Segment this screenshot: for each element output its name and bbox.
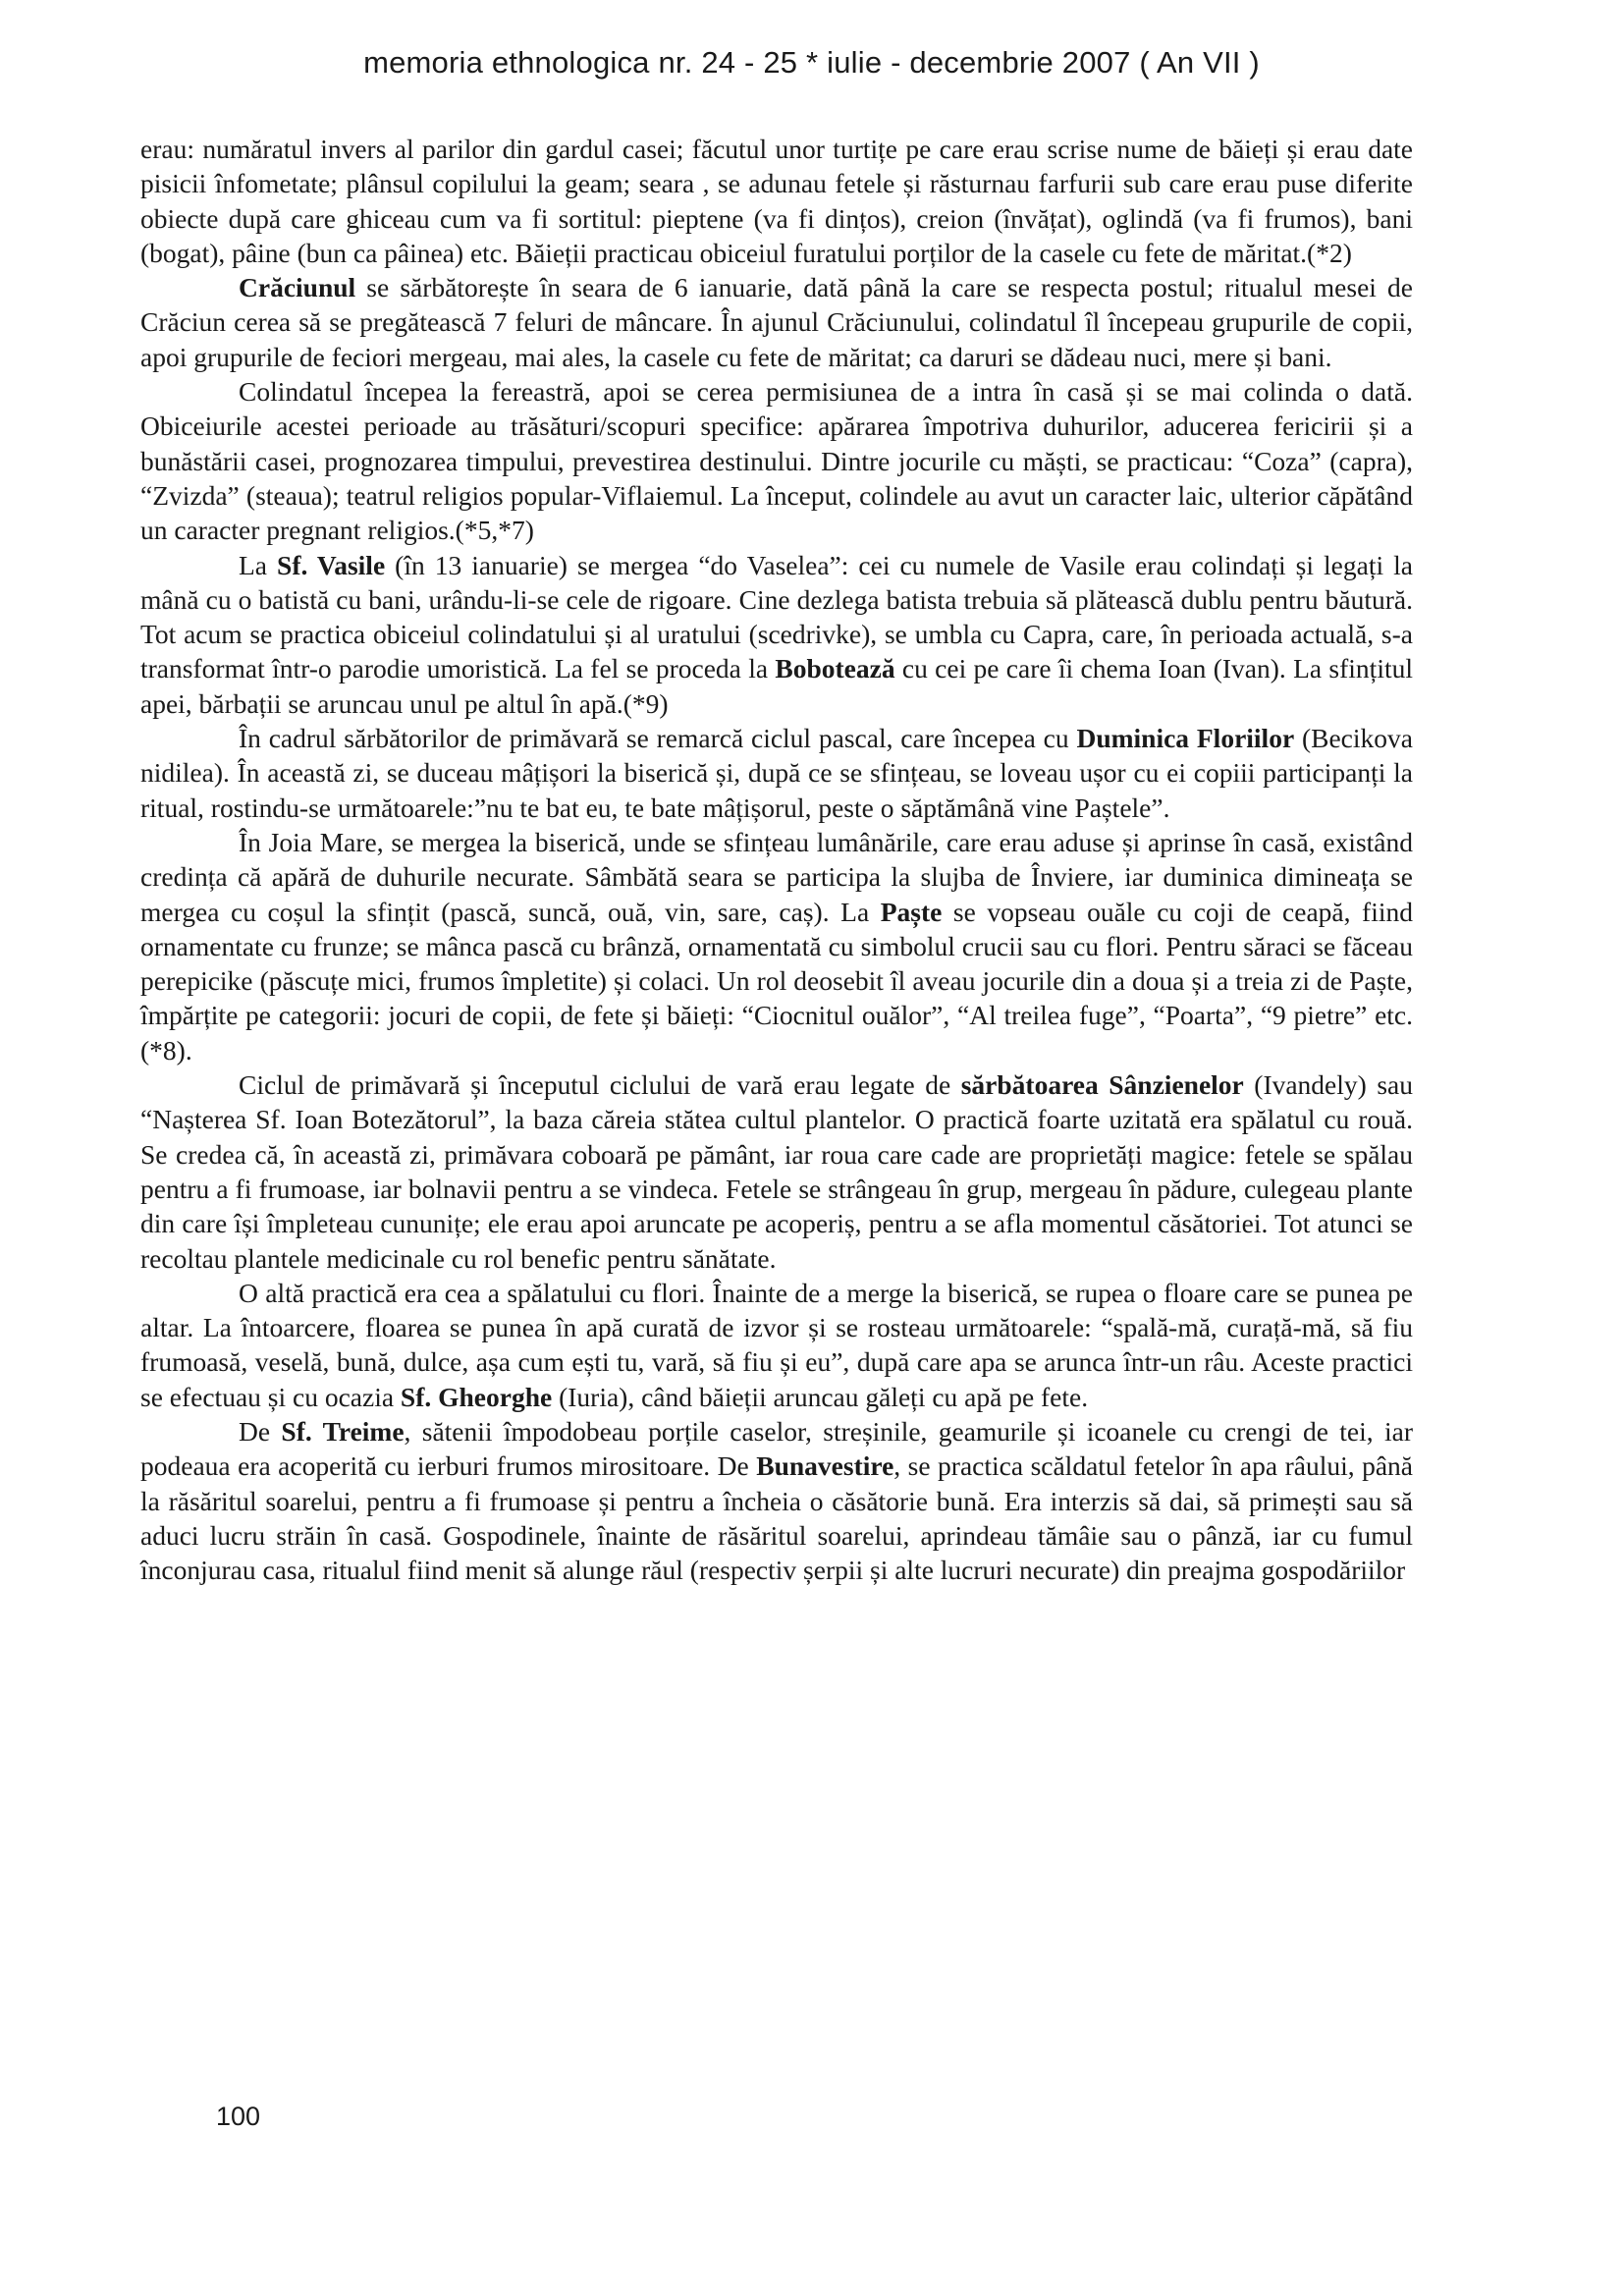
text-run: erau: număratul invers al parilor din gardul casei; făcutul unor turtițe pe care erau scrise nume de băieți și erau date pisicii înfometate; plânsul copilului la geam; seara , se adunau fetele și răsturnau farfurii sub care erau puse diferite obiecte după care ghiceau cum va fi sortitul: pieptene (va fi dințos), creion (învățat), oglindă (va fi frumos), bani (bogat), pâine (bun ca pâinea) etc. Băieții practicau obiceiul furatului porților de la casele cu fete de măritat.(*2): [140, 134, 1413, 268]
text-run: De: [239, 1415, 282, 1447]
bold-term: Paște: [880, 896, 943, 927]
paragraph: [140, 825, 1413, 1067]
text-run: cu cei pe care îi chema Ioan (Ivan). La sfințitul apei, bărbații se aruncau unul pe altul în apă.(*9): [140, 653, 1413, 719]
paragraph: [140, 1276, 1413, 1414]
running-header: memoria ethnologica nr. 24 - 25 * iulie - decembrie 2007 ( An VII ): [363, 45, 1260, 80]
paragraph: [140, 548, 1413, 721]
article-body: [140, 132, 1413, 1587]
text-run: În cadrul sărbătorilor de primăvară se remarcă ciclul pascal, care începea cu: [239, 723, 1077, 754]
bold-term: Bunavestire: [756, 1450, 894, 1482]
paragraph: [140, 270, 1413, 374]
text-run: (Becikova nidilea). În această zi, se duceau mâțișori la biserică și, după ce se sfințeau, se loveau ușor cu ei copiii participanți la ritual, rostindu-se următoarele:”nu te bat eu, te bate mâțișorul, peste o săptămână vine Paștele”.: [140, 723, 1413, 823]
text-run: O altă practică era cea a spălatului cu flori. Înainte de a merge la biserică, se rupea o floare care se punea pe altar. La întoarcere, floarea se punea în apă curată de izvor și se rosteau următoarele: “spală-mă, curață-mă, să fiu frumoasă, veselă, bună, dulce, așa cum ești tu, vară, să fiu și eu”, după care apa se arunca într-un râu. Aceste practici se efectuau și cu ocazia: [140, 1277, 1413, 1412]
bold-term: Bobotează: [775, 653, 895, 684]
text-run: Colindatul începea la fereastră, apoi se cerea permisiunea de a intra în casă și se mai colinda o dată. Obiceiurile acestei perioade au trăsături/scopuri specifice: apărarea împotriva duhurilor, aducerea fericirii și a bunăstării casei, prognozarea timpului, prevestirea destinului. Dintre jocurile cu măști, se practicau: “Coza” (capra), “Zvizda” (steaua); teatrul religios popular-Viflaiemul. La început, colindele au avut un caracter laic, ulterior căpătând un caracter pregnant religios.(*5,*7): [140, 376, 1413, 546]
bold-term: Duminica Floriilor: [1076, 723, 1295, 754]
text-run: În Joia Mare, se mergea la biserică, unde se sfințeau lumânările, care erau aduse și aprinse în casă, existând credința că apără de duhurile necurate. Sâmbătă seara se participa la slujba de Înviere, iar duminica dimineața se mergea cu coșul la sfințit (pască, suncă, ouă, vin, sare, caș). La: [140, 826, 1413, 927]
bold-term: Sf. Treime: [281, 1415, 405, 1447]
text-run: se vopseau ouăle cu coji de ceapă, fiind ornamentate cu frunze; se mânca pască cu brânză, ornamentată cu simbolul crucii sau cu flori. Pentru săraci se făceau perepicike (păscuțe mici, frumos împletite) și colaci. Un rol deosebit îl aveau jocurile din a doua și a treia zi de Paște, împărțite pe categorii: jocuri de copii, de fete și băieți: “Ciocnitul ouălor”, “Al treilea fuge”, “Poarta”, “9 pietre” etc.(*8).: [140, 896, 1413, 1066]
bold-term: Crăciunul: [239, 272, 356, 303]
text-run: (Ivandely) sau “Nașterea Sf. Ioan Botezătorul”, la baza căreia stătea cultul plantelor. O practică foarte uzitată era spălatul cu rouă. Se credea că, în această zi, primăvara coboară pe pământ, iar roua care cade are proprietăți magice: fetele se spălau pentru a fi frumoase, iar bolnavii pentru a se vindeca. Fetele se strângeau în grup, mergeau în pădure, culegeau plante din care își împleteau cununițe; ele erau apoi aruncate pe acoperiș, pentru a se afla momentul căsătoriei. Tot atunci se recoltau plantele medicinale cu rol benefic pentru sănătate.: [140, 1069, 1413, 1274]
text-run: (Iuria), când băieții aruncau găleți cu apă pe fete.: [552, 1381, 1089, 1412]
text-run: , sătenii împodobeau porțile caselor, streșinile, geamurile și icoanele cu crengi de tei, iar podeaua era acoperită cu ierburi frumos mirositoare. De: [140, 1415, 1413, 1482]
bold-term: sărbătoarea Sânzienelor: [960, 1069, 1244, 1101]
paragraph: [140, 721, 1413, 825]
text-run: (în 13 ianuarie) se mergea “do Vaselea”: cei cu numele de Vasile erau colindați și legați la mână cu o batistă cu bani, urându-li-se cele de rigoare. Cine dezlega batista trebuia să plătească dublu pentru băutură. Tot acum se practica obiceiul colindatului și al uratului (scedrivke), se umbla cu Capra, care, în perioada actuală, s-a transformat într-o parodie umoristică. La fel se proceda la: [140, 549, 1413, 684]
paragraph: [140, 374, 1413, 547]
paragraph: [140, 132, 1413, 270]
paragraph: [140, 1414, 1413, 1587]
text-run: se sărbătorește în seara de 6 ianuarie, dată până la care se respecta postul; ritualul mesei de Crăciun cerea să se pregătească 7 feluri de mâncare. În ajunul Crăciunului, colindatul îl începeau grupurile de copii, apoi grupurile de feciori mergeau, mai ales, la casele cu fete de măritat; ca daruri se dădeau nuci, mere și bani.: [140, 272, 1413, 372]
page-number: 100: [216, 2102, 261, 2131]
text-run: La: [239, 549, 278, 580]
paragraph: [140, 1067, 1413, 1276]
bold-term: Sf. Vasile: [277, 549, 386, 580]
text-run: , se practica scăldatul fetelor în apa râului, până la răsăritul soarelui, pentru a fi frumoase și pentru a încheia o căsătorie bună. Era interzis să dai, să primești sau să aduci lucru străin în casă. Gospodinele, înainte de răsăritul soarelui, aprindeau tămâie sau o pânză, iar cu fumul înconjurau casa, ritualul fiind menit să alunge răul (respectiv șerpii și alte lucruri necurate) din preajma gospodăriilor: [140, 1450, 1414, 1586]
bold-term: Sf. Gheorghe: [400, 1381, 553, 1412]
text-run: Ciclul de primăvară și începutul ciclului de vară erau legate de: [239, 1069, 961, 1101]
